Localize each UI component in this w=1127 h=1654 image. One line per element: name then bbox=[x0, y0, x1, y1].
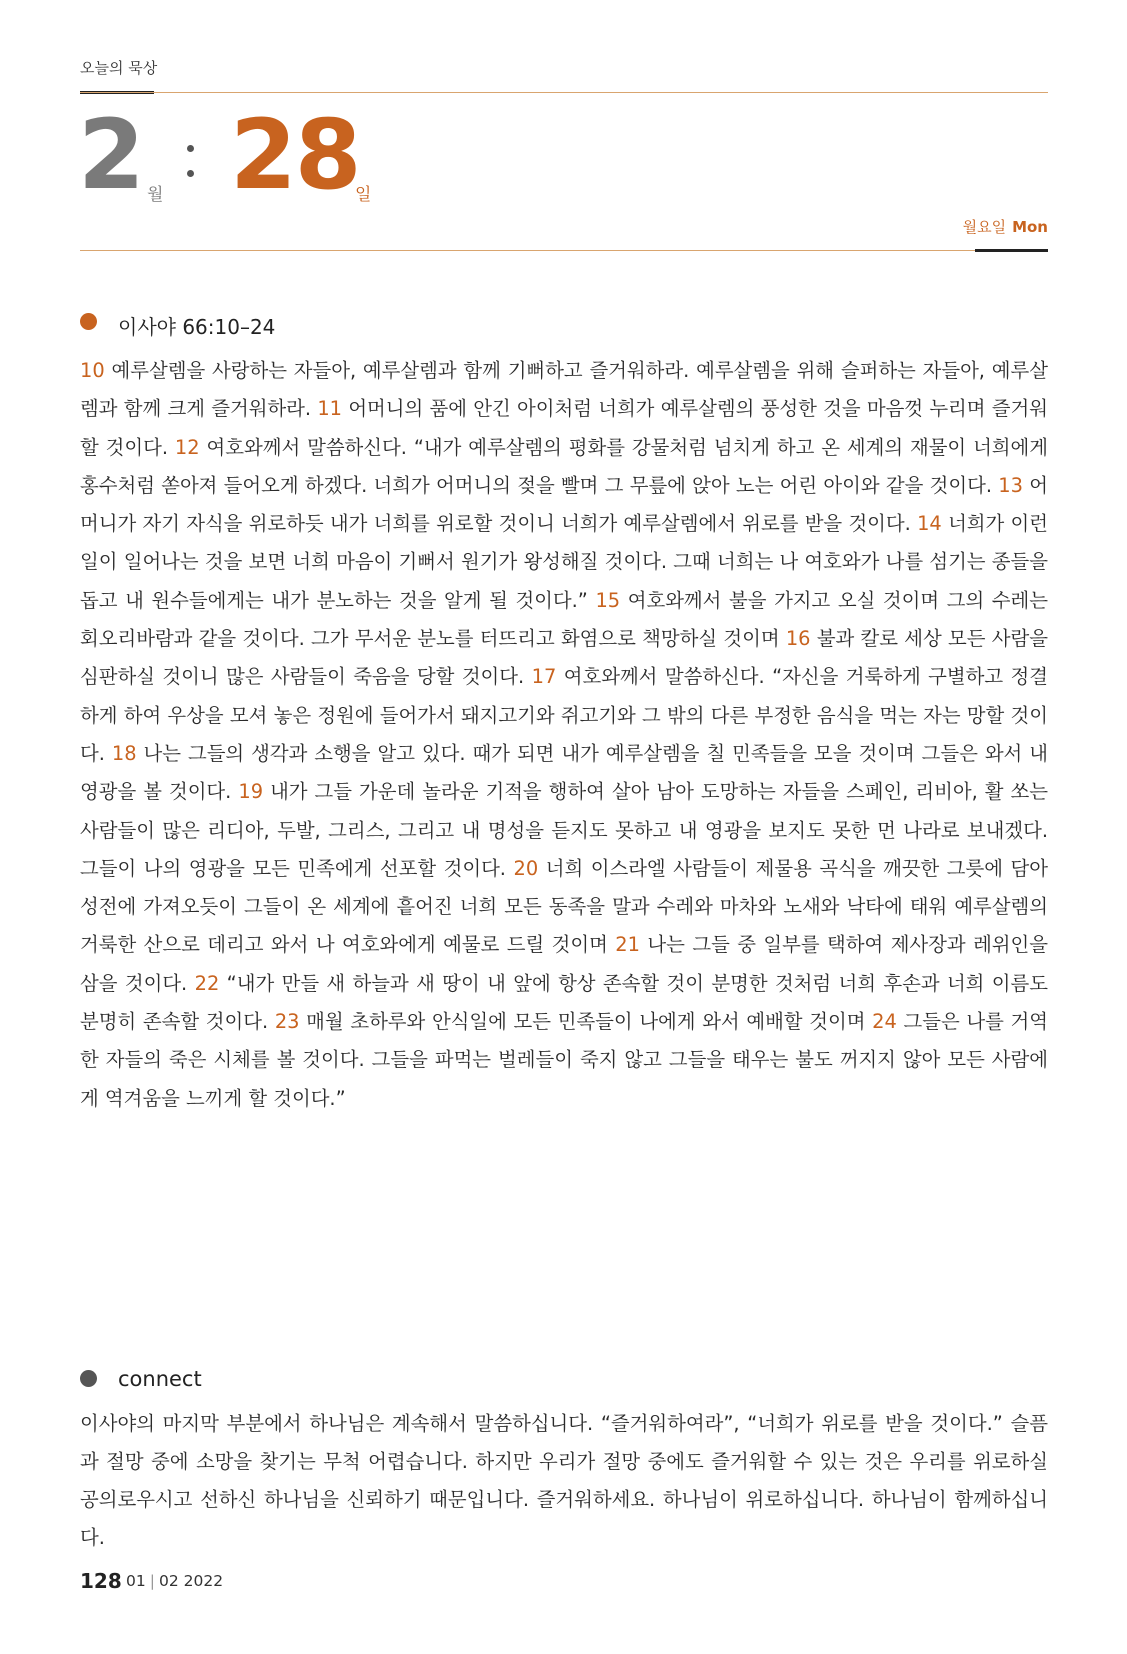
weekday-kr: 월요일 bbox=[962, 218, 1007, 236]
verse-text: 여호와께서 말씀하신다. “자신을 거룩하게 구별하고 정결하게 하여 우상을 모셔 놓은 정원에 들어가서 돼지고기와 쥐고기와 그 밖의 다른 부정한 음식을 먹는 자는 망할 것이다. bbox=[80, 665, 1048, 765]
day-number: 28 bbox=[230, 99, 360, 211]
verse-text: 나는 그들 중 일부를 택하여 제사장과 레위인을 삼을 것이다. bbox=[80, 933, 1048, 995]
verse-text: 예루살렘을 사랑하는 자들아, 예루살렘과 함께 기뻐하고 즐거워하라. 예루살렘을 위해 슬퍼하는 자들아, 예루살렘과 함께 크게 즐거워하라. bbox=[80, 359, 1048, 421]
month-number: 2 bbox=[78, 99, 143, 211]
verse-number: 22 bbox=[194, 971, 220, 995]
verse-number: 19 bbox=[238, 780, 264, 804]
verse-number: 15 bbox=[595, 588, 621, 612]
verse-number: 10 bbox=[80, 359, 105, 382]
verse-number: 13 bbox=[998, 473, 1023, 497]
weekday bbox=[963, 216, 1048, 237]
verse-number: 16 bbox=[785, 627, 811, 651]
connect-bullet-icon bbox=[80, 1370, 97, 1387]
scripture-reference: 이사야 66:10–24 bbox=[118, 315, 276, 339]
weekday-en: Mon bbox=[1012, 218, 1048, 236]
verse-text: 내가 그들 가운데 놀라운 기적을 행하여 살아 남아 도망하는 자들을 스페인, 리비아, 활 쏘는 사람들이 많은 리디아, 두발, 그리스, 그리고 내 명성을 듣지도 못하고 내 영광을 보지도 못한 먼 나라로 보내겠다. 그들이 나의 영광을 모든 민족에게 선포할 것이다. bbox=[80, 780, 1048, 880]
verse-text: 나는 그들의 생각과 소행을 알고 있다. 때가 되면 내가 예루살렘을 칠 민족들을 모을 것이며 그들은 와서 내 영광을 볼 것이다. bbox=[80, 741, 1048, 804]
verse-number: 20 bbox=[513, 856, 539, 880]
scripture-passage bbox=[80, 352, 1048, 1118]
verse-text: 매월 초하루와 안식일에 모든 민족들이 나에게 와서 예배할 것이며 bbox=[299, 1010, 873, 1034]
verse-number: 11 bbox=[317, 397, 343, 421]
divider-rule-accent bbox=[975, 249, 1048, 252]
verse-text: 여호와께서 말씀하신다. “내가 예루살렘의 평화를 강물처럼 넘치게 하고 온 세계의 재물이 너희에게 홍수처럼 쏟아져 들어오게 하겠다. 너희가 어머니의 젖을 빨며 그 무릎에 앉아 노는 어린 아이와 같을 것이다. bbox=[80, 435, 1048, 497]
scripture-bullet-icon bbox=[80, 313, 97, 330]
verse-text: 여호와께서 불을 가지고 오실 것이며 그의 수레는 회오리바람과 같을 것이다. 그가 무서운 분노를 터뜨리고 화염으로 책망하실 것이며 bbox=[80, 588, 1048, 651]
verse-text: 그들은 나를 거역한 자들의 죽은 시체를 볼 것이다. 그들을 파먹는 벌레들이 죽지 않고 그들을 태우는 불도 꺼지지 않아 모든 사람에게 역겨움을 느끼게 할 것이다.” bbox=[80, 1010, 1048, 1110]
colon-dot-top bbox=[187, 145, 194, 152]
verse-number: 12 bbox=[174, 435, 200, 459]
verse-number: 23 bbox=[274, 1010, 300, 1034]
month-unit: 월 bbox=[147, 185, 164, 205]
verse-text: 어머니가 자기 자식을 위로하듯 내가 너희를 위로할 것이니 너희가 예루살렘에서 위로를 받을 것이다. bbox=[80, 473, 1048, 536]
verse-number: 18 bbox=[111, 741, 137, 765]
section-title: 오늘의 묵상 bbox=[80, 59, 158, 77]
verse-text: 불과 칼로 세상 모든 사람을 심판하실 것이니 많은 사람들이 죽음을 당할 것이다. bbox=[80, 627, 1048, 689]
verse-number: 24 bbox=[872, 1010, 897, 1034]
issue-month: 01 bbox=[126, 1572, 146, 1590]
verse-text: “내가 만들 새 하늘과 새 땅이 내 앞에 항상 존속할 것이 분명한 것처럼 너희 후손과 너희 이름도 분명히 존속할 것이다. bbox=[80, 971, 1049, 1034]
verse-number: 17 bbox=[531, 665, 557, 689]
issue-date bbox=[126, 1572, 223, 1590]
header-rule bbox=[80, 92, 1048, 93]
day-unit: 일 bbox=[355, 185, 372, 205]
page-number: 128 bbox=[80, 1569, 122, 1593]
issue-separator: | bbox=[149, 1572, 155, 1590]
connect-title: connect bbox=[118, 1367, 202, 1391]
verse-number: 21 bbox=[615, 933, 640, 957]
colon-dot-bottom bbox=[187, 170, 194, 177]
issue-rest: 02 2022 bbox=[158, 1572, 224, 1590]
divider-rule bbox=[80, 250, 1048, 251]
verse-text: 너희가 이런 일이 일어나는 것을 보면 너희 마음이 기뻐서 원기가 왕성해질 것이다. 그때 너희는 나 여호와가 나를 섬기는 종들을 돕고 내 원수들에게는 내가 분노하는 것을 알게 될 것이다.” bbox=[80, 512, 1049, 612]
verse-text: 어머니의 품에 안긴 아이처럼 너희가 예루살렘의 풍성한 것을 마음껏 누리며 즐거워할 것이다. bbox=[80, 397, 1048, 459]
verse-text: 너희 이스라엘 사람들이 제물용 곡식을 깨끗한 그릇에 담아 성전에 가져오듯이 그들이 온 세계에 흩어진 너희 모든 동족을 말과 수레와 마차와 노새와 낙타에 태워 예루살렘의 거룩한 산으로 데리고 와서 나 여호와에게 예물로 드릴 것이며 bbox=[80, 856, 1048, 957]
connect-body: 이사야의 마지막 부분에서 하나님은 계속해서 말씀하십니다. “즐거워하여라”, “너희가 위로를 받을 것이다.” 슬픔과 절망 중에 소망을 찾기는 무척 어렵습니다. 하지만 우리가 절망 중에도 즐거워할 수 있는 것은 우리를 위로하실 공의로우시고 선하신 하나님을 신뢰하기 때문입니다. 즐거워하세요. 하나님이 위로하십니다. 하나님이 함께하십니다. bbox=[80, 1412, 1048, 1549]
verse-number: 14 bbox=[917, 512, 942, 536]
